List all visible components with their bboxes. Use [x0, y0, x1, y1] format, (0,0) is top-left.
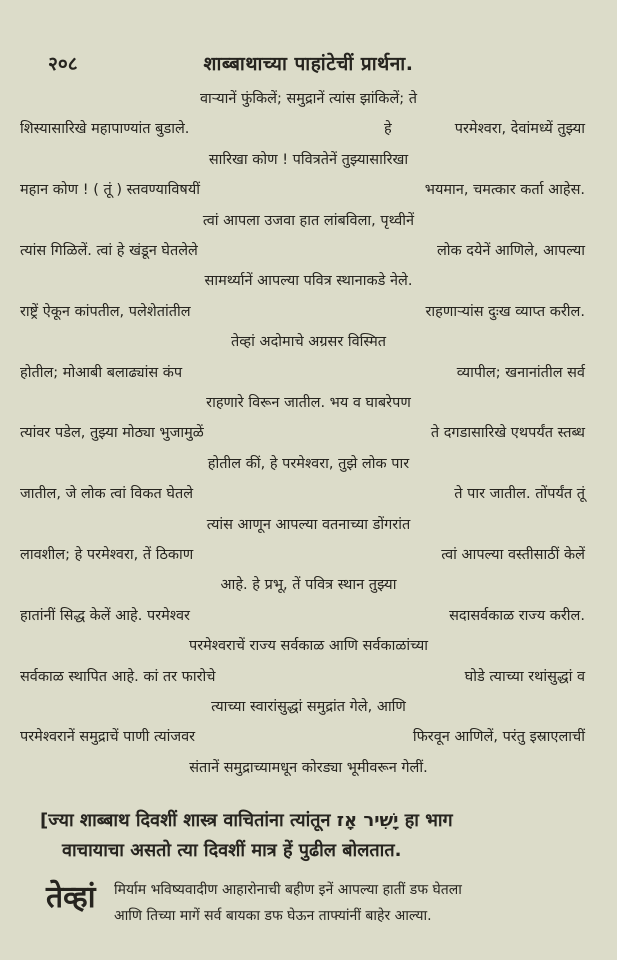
closing-initial-word: तेव्हां: [46, 880, 96, 915]
text-line-right: त्वां आपल्या वस्तीसाठीं केलें: [441, 547, 585, 563]
text-line: तेव्हां अदोमाचे अग्रसर विस्मित: [230, 334, 387, 350]
text-line-left: शिस्यासारिखे महापाण्यांत बुडाले.: [20, 121, 190, 137]
closing-line-2: आणि तिच्या मागें सर्व बायका डफ घेऊन ताफ्यांनीं बाहेर आल्या.: [114, 908, 432, 924]
text-line-left: त्यांस गिळिलें. त्वां हे खंडून घेतलेले: [20, 243, 198, 259]
text-line-right: परमेश्वरा, देवांमध्यें तुझ्या: [454, 121, 585, 137]
text-line: सारिखा कोण ! पवित्रतेनें तुझ्यासारिखा: [208, 152, 409, 168]
text-line-left: होतील; मोआबी बलाढ्यांस कंप: [20, 365, 183, 381]
note-line-1: [ज्या शाब्बाथ दिवशीं शास्त्र वाचितांना त्यांतून יָשִׁיר אָז हा भाग: [40, 810, 453, 831]
text-line-right: भयमान, चमत्कार कर्ता आहेस.: [424, 182, 585, 198]
text-line-left: लावशील; हे परमेश्वरा, तें ठिकाण: [20, 547, 194, 563]
text-line-left: त्यांवर पडेल, तुझ्या मोठ्या भुजामुळें: [20, 425, 204, 441]
text-line-left: जातील, जे लोक त्वां विकत घेतले: [20, 486, 194, 502]
text-line: त्यांस आणून आपल्या वतनाच्या डोंगरांत: [206, 517, 411, 533]
text-line: संतानें समुद्राच्यामधून कोरड्या भूमीवरून गेलीं.: [189, 760, 428, 776]
closing-line-1: मिर्याम भविष्यवादीण आहारोनाची बहीण इनें आपल्या हातीं डफ घेतला: [114, 882, 462, 898]
text-line: राहणारे विरून जातील. भय व घाबरेपण: [206, 395, 411, 411]
text-line-right: फिरवून आणिलें, परंतु इस्राएलाचीं: [412, 729, 585, 745]
text-line-left: सर्वकाळ स्थापित आहे. कां तर फारोचे: [20, 669, 216, 685]
text-line-left: हातांनीं सिद्ध केलें आहे. परमेश्वर: [20, 608, 190, 624]
text-line-right: लोक दयेनें आणिले, आपल्या: [436, 243, 585, 259]
text-line: वाऱ्यानें फुंकिलें; समुद्रानें त्यांस झांकिलें; ते: [199, 91, 418, 107]
text-line-left: राष्ट्रें ऐकून कांपतील, पलेशेतांतील: [20, 304, 191, 320]
text-line: त्वां आपला उजवा हात लांबविला, पृथ्वीनें: [202, 213, 415, 229]
text-line: आहे. हे प्रभू, तें पवित्र स्थान तुझ्या: [220, 577, 397, 593]
page-header: [0, 50, 617, 78]
text-line-mid: हे: [384, 121, 392, 137]
text-line-right: ते पार जातील. तोंपर्यंत तूं: [454, 486, 585, 502]
text-line-right: राहणाऱ्यांस दुःख व्याप्त करील.: [425, 304, 585, 320]
text-line-right: सदासर्वकाळ राज्य करील.: [449, 608, 585, 624]
text-line-right: व्यापील; खनानांतील सर्व: [456, 365, 585, 381]
page-title: शाब्बाथाच्या पाहांटेचीं प्रार्थना.: [203, 53, 414, 75]
text-line-right: घोडे त्याच्या रथांसुद्धां व: [464, 669, 585, 685]
text-line: होतील कीं, हे परमेश्वरा, तुझे लोक पार: [207, 456, 410, 472]
text-line-left: परमेश्वरानें समुद्राचें पाणी त्यांजवर: [20, 729, 196, 745]
text-line: सामर्थ्यानें आपल्या पवित्र स्थानाकडे नेले.: [204, 273, 413, 289]
page-number: २०८: [48, 53, 78, 75]
text-line: परमेश्वराचें राज्य सर्वकाळ आणि सर्वकाळांच्या: [188, 638, 429, 654]
text-line-right: ते दगडासारिखे एथपर्यंत स्तब्ध: [430, 425, 585, 441]
text-line: त्याच्या स्वारांसुद्धां समुद्रांत गेले, आणि: [211, 699, 406, 715]
note-line-2: वाचायाचा असतो त्या दिवशीं मात्र हें पुढील बोलतात.: [62, 840, 402, 861]
text-line-left: महान कोण ! ( तूं ) स्तवण्याविषयीं: [20, 182, 200, 198]
